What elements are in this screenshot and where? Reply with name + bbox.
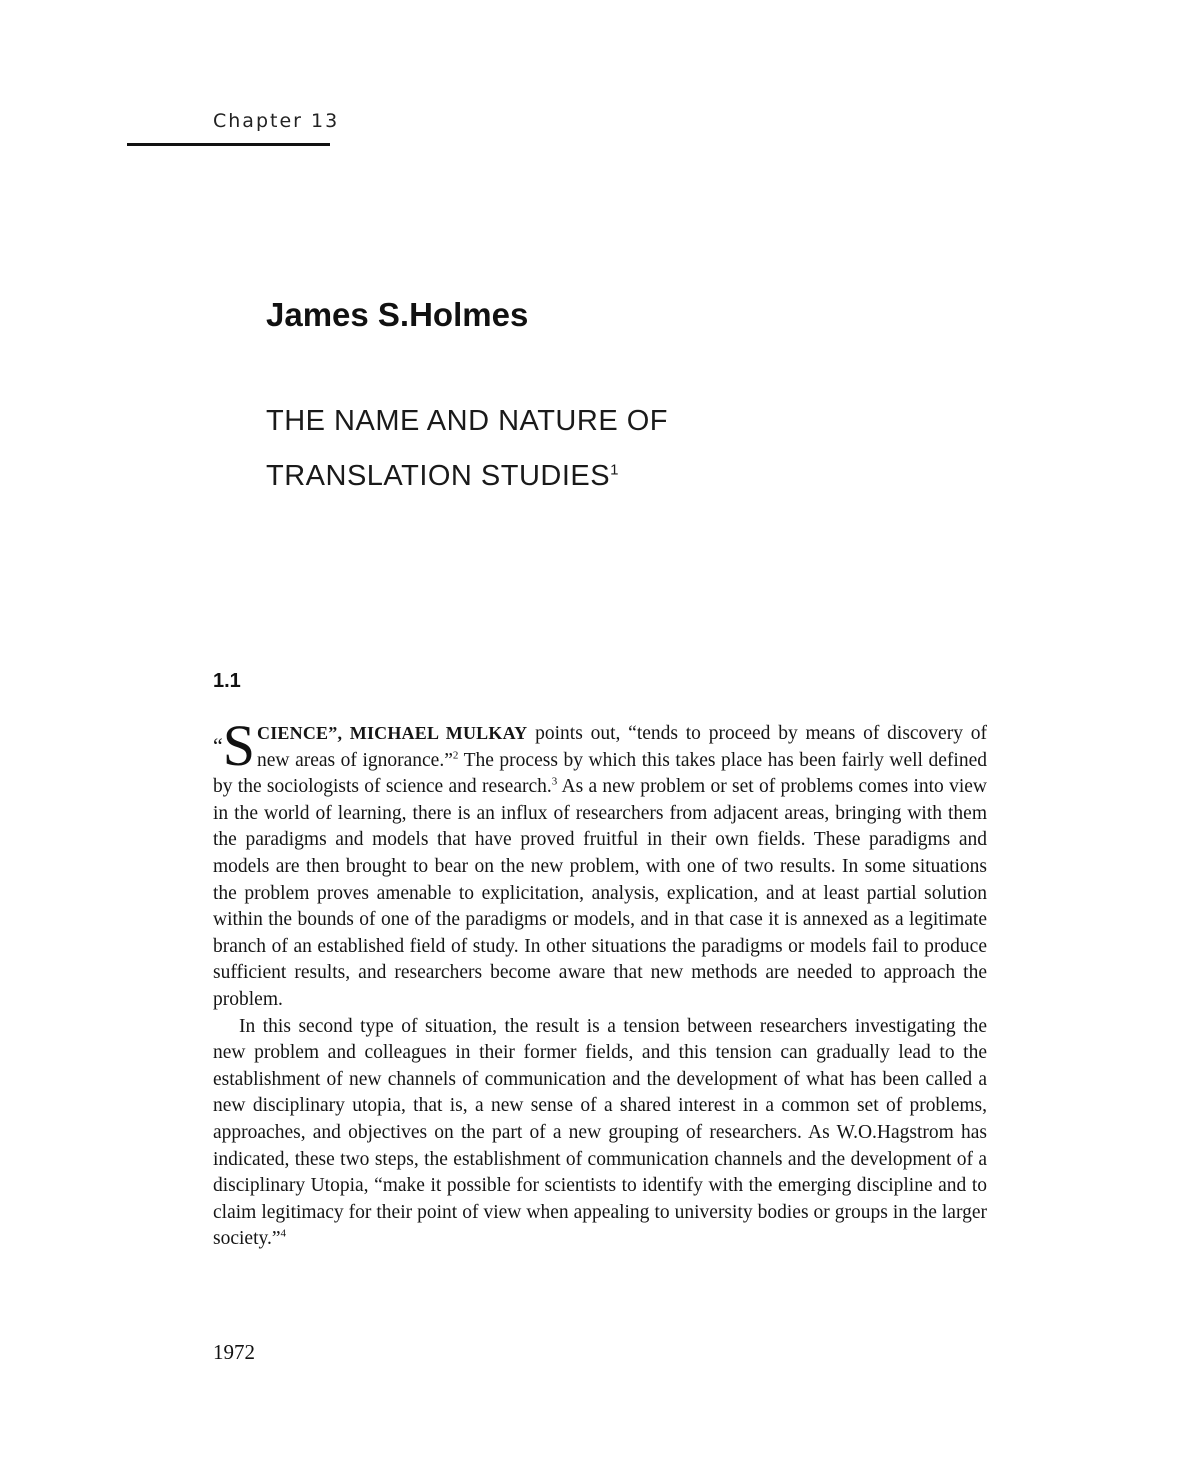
paragraph-2 [213, 1014, 987, 1253]
lead-caps: CIENCE”, MICHAEL MULKAY [257, 723, 528, 743]
author-name: James S.Holmes [266, 296, 529, 333]
chapter-label: Chapter 13 [213, 110, 340, 132]
title-line-1-text: THE NAME AND NATURE OF [266, 405, 668, 437]
section-number: 1.1 [213, 670, 241, 692]
p2-text-a: In this second type of situation, the result is a tension between researchers investigating the new problem and colleagues in their former fields, and this tension can gradually lead to the establishment of new channels of communication and the development of what has been called a new disciplinary utopia, that is, a new sense of a shared interest in a common set of problems, approaches, and objectives on the part of a new grouping of researchers. As W.O.Hagstrom has indicated, these two steps, the establishment of communication channels and the development of a disciplinary Utopia, “make it possible for scientists to identify with the emerging discipline and to claim legitimacy for their point of view when appealing to university bodies or groups in the larger society.” [213, 1015, 987, 1250]
footnote-ref-4: 4 [280, 1227, 286, 1240]
footnote-ref-2: 2 [452, 749, 459, 762]
title-line-2-text: TRANSLATION STUDIES [266, 460, 611, 492]
drop-cap-group [213, 713, 256, 778]
body-text [213, 713, 988, 1253]
paragraph-1 [213, 713, 988, 1014]
article-title-line-2 [266, 460, 619, 493]
p1-text-b: The process by which this takes place has been fairly well defined by the sociologists of science and research. [213, 749, 987, 798]
page-footer-year: 1972 [213, 1340, 255, 1364]
p1-text-c: As a new problem or set of problems comes into view in the world of learning, there is an influx of researchers from adjacent areas, bringing with them the paradigms and models that have proved fruitful in their own fields. These paradigms and models are then brought to bear on the new problem, with one of two results. In some situations the problem proves amenable to explicitation, analysis, explication, and at least partial solution within the bounds of one of the paradigms or models, and in that case it is annexed as a legitimate branch of an established field of study. In other situations the paradigms or models fail to produce sufficient results, and researchers become aware that new methods are needed to approach the problem. [213, 776, 988, 1010]
drop-cap-open-quote: “ [213, 733, 223, 758]
drop-cap-letter: S [222, 713, 256, 778]
p1-text-a: points out, “tends to proceed by means of discovery of new areas of ignorance.” [257, 723, 987, 771]
article-title-line-1 [266, 405, 668, 438]
footnote-ref-3: 3 [551, 775, 558, 788]
title-footnote-marker: 1 [610, 461, 619, 479]
chapter-rule [127, 143, 330, 146]
